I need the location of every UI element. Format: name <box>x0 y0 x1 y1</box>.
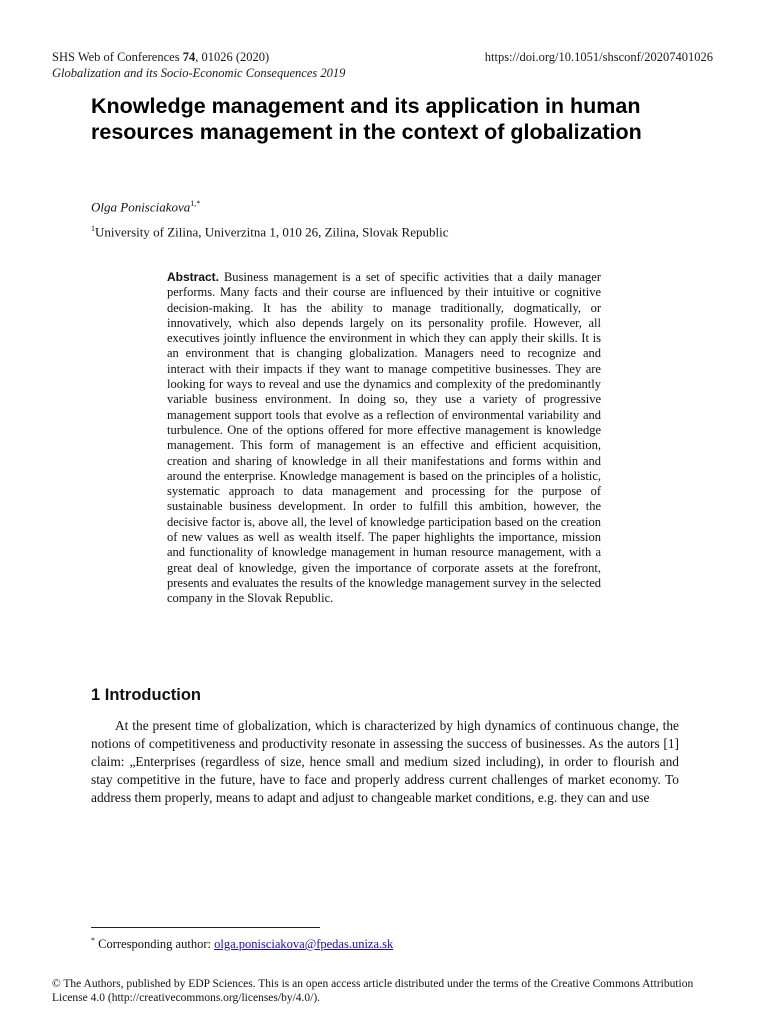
author-name: Olga Ponisciakova <box>91 199 191 215</box>
author-line <box>91 199 200 215</box>
abstract-block <box>167 270 601 607</box>
footnote-mark: * <box>91 936 95 945</box>
introduction-paragraph: At the present time of globalization, which is characterized by high dynamics of continuous change, the notions of competitiveness and productivity resonate in assessing the success of businesses. As the autors [1] claim: „Enterprises (regardless of size, hence small and medium sized including), in order to flourish and stay competitive in the future, have to face and properly address current challenges of market economy. To address them properly, means to adapt and adjust to changeable market conditions, e.g. they can and use <box>91 718 679 805</box>
license-notice: © The Authors, published by EDP Sciences. This is an open access article distributed under the terms of the Creative Commons Attribution License 4.0 (http://creativecommons.org/licenses/by/4.0/). <box>52 978 694 1004</box>
section-heading-introduction: 1 Introduction <box>91 686 201 704</box>
running-header-left <box>52 49 345 81</box>
journal-citation <box>52 49 345 65</box>
abstract-text: Business management is a set of specific activities that a daily manager performs. Many facts and their course are influenced by their intuitive or cognitive decision-making. It has the ability to manage traditionally, dogmatically, or innovatively, which also depends largely on its personality profile. However, all executives jointly influence the environment in which they can apply their skills. It is an environment that is changing globalization. Managers need to recognize and interact with their impacts if they want to manage competitive businesses. They are looking for ways to reveal and use the dynamics and complexity of the predominantly variable business environment. In doing so, they use a variety of progressive management support tools that evolve as a reflection of environmental variability and turbulence. One of the options offered for more effective management is knowledge management. This form of management is an effective and efficient acquisition, creation and sharing of knowledge in all their manifestations and forms within and around the enterprise. Knowledge management is based on the principles of a holistic, systematic approach to data management and processing for the purpose of sustainable business development. In order to fulfill this ambition, however, the decisive factor is, above all, the level of knowledge participation based on the creation of new values as well as wealth itself. The paper highlights the importance, mission and functionality of knowledge management in human resource management, with a great deal of knowledge, given the importance of corporate assets at the forefront, presents and evaluates the results of the knowledge management survey in the selected company in the Slovak Republic. <box>167 270 601 606</box>
conference-name: Globalization and its Socio-Economic Consequences 2019 <box>52 66 346 80</box>
journal-name: SHS Web of Conferences <box>52 50 183 64</box>
abstract-label: Abstract. <box>167 270 220 284</box>
author-marks: 1,* <box>190 199 201 208</box>
doi-link[interactable]: https://doi.org/10.1051/shsconf/20207401026 <box>484 50 713 64</box>
affiliation-text: University of Zilina, Univerzitna 1, 010 26, Zilina, Slovak Republic <box>95 224 449 240</box>
footnote-divider <box>91 927 320 928</box>
footnote-label: Corresponding author: <box>95 937 215 952</box>
paper-title: Knowledge management and its application in human resources management in the context of globalization <box>91 94 642 144</box>
affiliation-line <box>91 224 448 240</box>
volume-number: 74 <box>182 50 196 64</box>
article-info: , 01026 (2020) <box>195 50 270 64</box>
corresponding-author-email-link[interactable]: olga.ponisciakova@fpedas.uniza.sk <box>214 937 394 952</box>
affiliation-mark: 1 <box>91 224 95 233</box>
footnote <box>91 936 393 952</box>
